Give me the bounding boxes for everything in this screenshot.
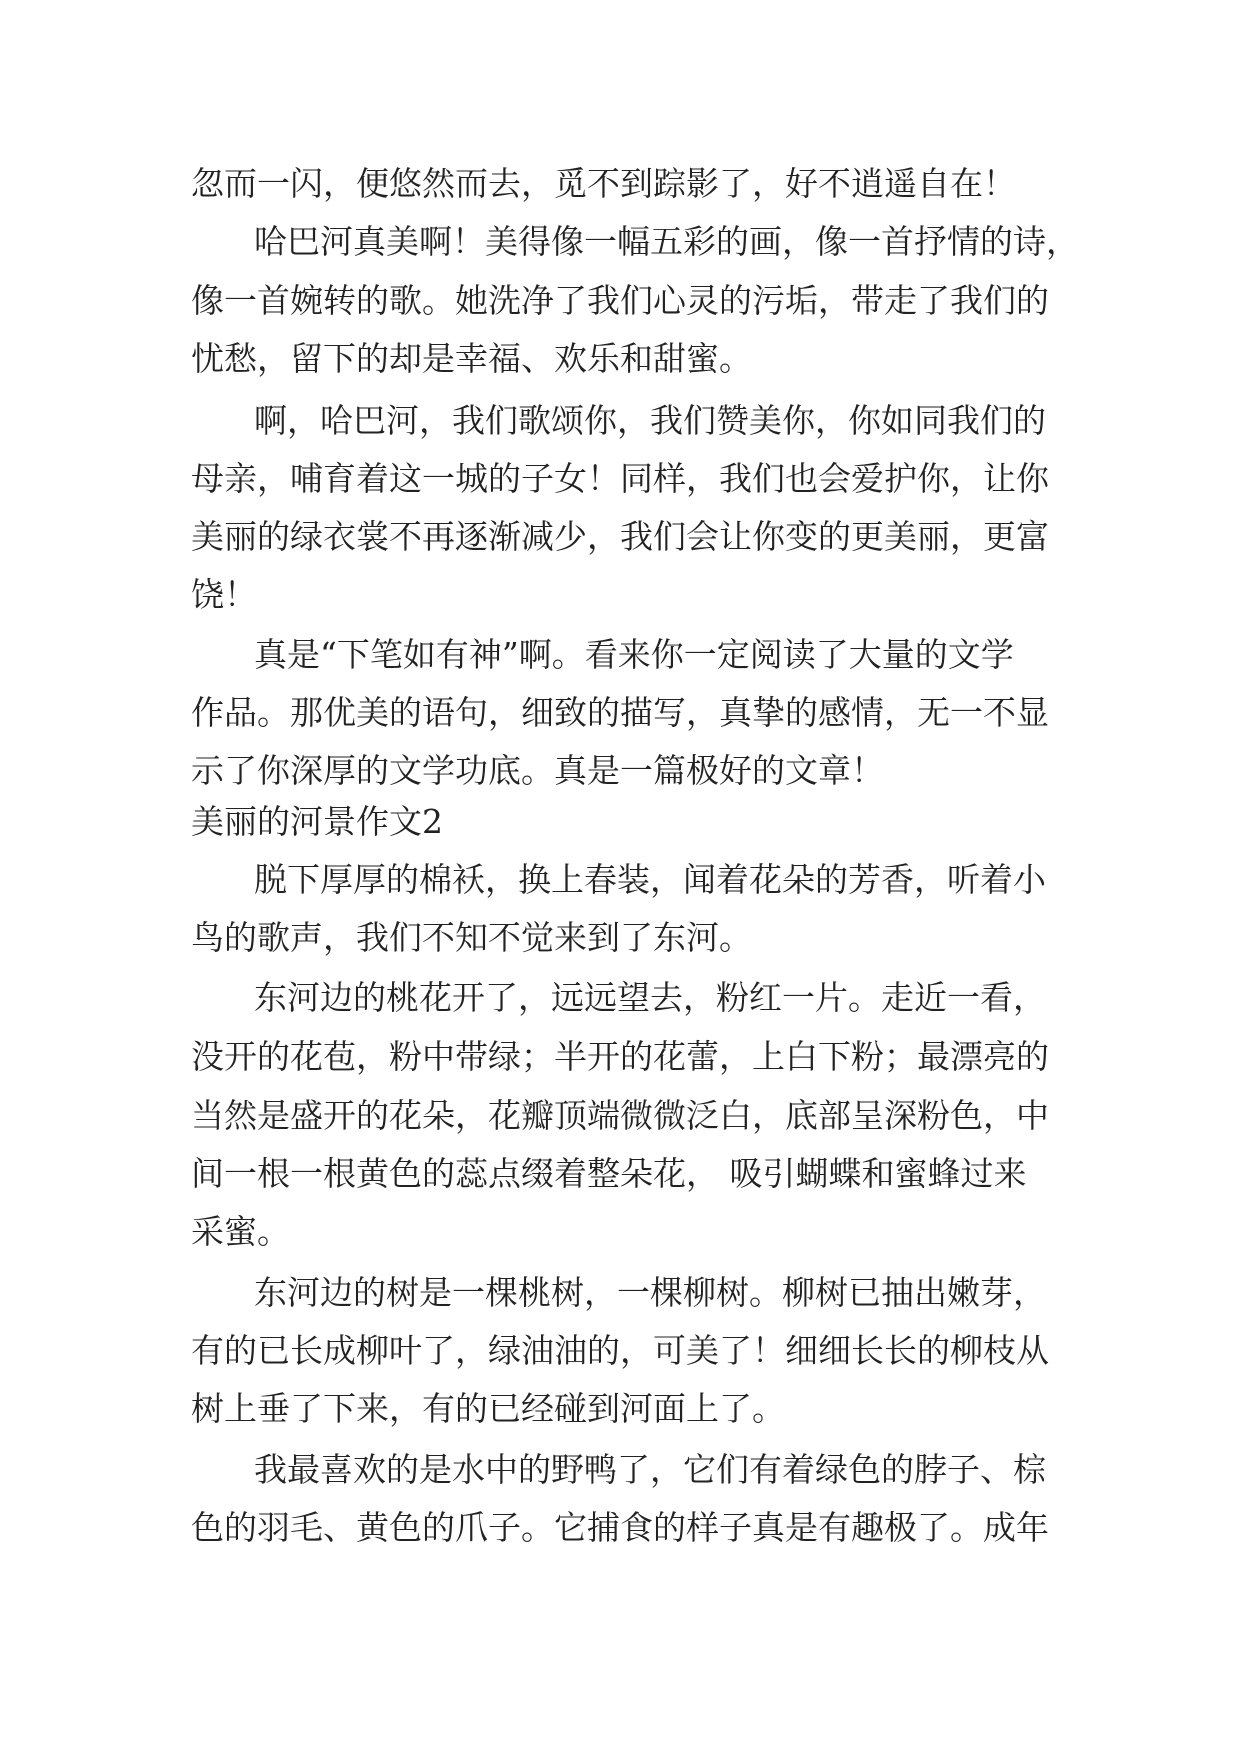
paragraph-line: 母亲，哺育着这一城的子女！同样，我们也会爱护你，让你 <box>191 459 1049 498</box>
paragraph-line: 东河边的桃花开了，远远望去，粉红一片。走近一看， <box>254 978 1046 1017</box>
paragraph-line: 美丽的绿衣裳不再逐渐减少，我们会让你变的更美丽，更富 <box>191 517 1049 556</box>
paragraph-line: 树上垂了下来，有的已经碰到河面上了。 <box>191 1389 785 1428</box>
paragraph-line: 我最喜欢的是水中的野鸭了，它们有着绿色的脖子、棕 <box>254 1450 1046 1489</box>
paragraph-line: 饶！ <box>191 575 257 614</box>
paragraph-line: 哈巴河真美啊！美得像一幅五彩的画，像一首抒情的诗， <box>254 222 1079 261</box>
paragraph-line: 脱下厚厚的棉袄，换上春装，闻着花朵的芳香，听着小 <box>254 860 1046 899</box>
paragraph-line: 采蜜。 <box>191 1212 290 1251</box>
paragraph-line: 东河边的树是一棵桃树，一棵柳树。柳树已抽出嫩芽， <box>254 1273 1046 1312</box>
paragraph-line: 真是“下笔如有神”啊。看来你一定阅读了大量的文学 <box>254 635 1014 674</box>
paragraph-line: 忧愁，留下的却是幸福、欢乐和甜蜜。 <box>191 339 752 378</box>
paragraph-line: 间一根一根黄色的蕊点缀着整朵花， 吸引蝴蝶和蜜蜂过来 <box>191 1154 1027 1193</box>
paragraph-line: 色的羽毛、黄色的爪子。它捕食的样子真是有趣极了。成年 <box>191 1508 1049 1547</box>
paragraph-line: 没开的花苞，粉中带绿；半开的花蕾，上白下粉；最漂亮的 <box>191 1037 1049 1076</box>
paragraph-line: 啊，哈巴河，我们歌颂你，我们赞美你，你如同我们的 <box>254 401 1046 440</box>
paragraph-line: 示了你深厚的文学功底。真是一篇极好的文章！ <box>191 751 884 790</box>
paragraph-line: 有的已长成柳叶了，绿油油的，可美了！细细长长的柳枝从 <box>191 1331 1049 1370</box>
paragraph-line: 忽而一闪，便悠然而去，觅不到踪影了，好不逍遥自在！ <box>191 164 1016 203</box>
section-title: 美丽的河景作文2 <box>191 802 443 841</box>
paragraph-line: 像一首婉转的歌。她洗净了我们心灵的污垢，带走了我们的 <box>191 281 1049 320</box>
paragraph-line: 作品。那优美的语句，细致的描写，真挚的感情，无一不显 <box>191 693 1049 732</box>
paragraph-line: 鸟的歌声，我们不知不觉来到了东河。 <box>191 918 752 957</box>
paragraph-line: 当然是盛开的花朵，花瓣顶端微微泛白，底部呈深粉色，中 <box>191 1096 1049 1135</box>
